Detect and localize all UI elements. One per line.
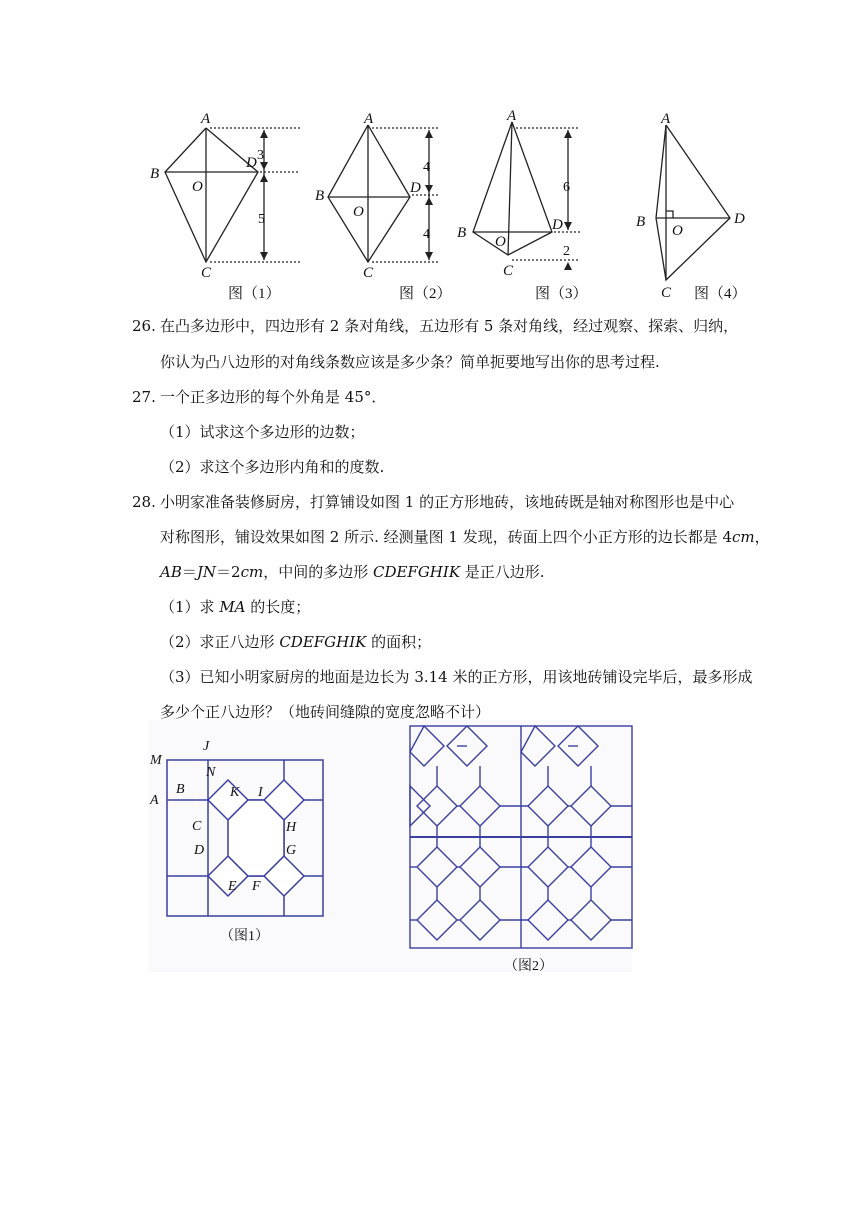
dimension-label: 2: [563, 244, 570, 259]
polygon-name: CDEFGHIK: [279, 633, 367, 651]
segment-label: AB: [160, 563, 182, 581]
sub-question: 多少个正八边形？（地砖间缝隙的宽度忽略不计）: [160, 703, 491, 721]
label: K: [230, 785, 240, 800]
sub-question: [160, 597, 310, 617]
text-segment: ＝: [181, 563, 197, 581]
label: C: [192, 819, 202, 834]
caption: 图（2）: [399, 286, 452, 302]
dimension-label: 6: [563, 180, 570, 195]
question-text: [160, 527, 770, 547]
text-segment: ＝2: [216, 563, 241, 581]
label: C: [503, 263, 514, 279]
label: B: [150, 166, 160, 182]
question-27: [132, 387, 386, 407]
segment-label: MA: [219, 598, 246, 616]
label: J: [203, 739, 210, 754]
question-text: 一个正多边形的每个外角是 45°．: [160, 388, 387, 406]
caption: （图2）: [504, 959, 553, 974]
caption: 图（3）: [535, 286, 588, 302]
label: D: [194, 843, 205, 858]
label: B: [636, 214, 646, 230]
question-text: 小明家准备装修厨房，打算铺设如图 1 的正方形地砖，该地砖既是轴对称图形也是中心: [160, 493, 735, 511]
label: H: [286, 820, 297, 835]
text-segment: 的长度；: [245, 598, 311, 616]
sub-question: （2）求这个多边形内角和的度数.: [160, 458, 385, 476]
label: C: [201, 265, 212, 281]
unit: cm: [240, 563, 264, 581]
text-segment: ，: [754, 528, 770, 546]
unit: cm: [732, 528, 755, 546]
label: N: [206, 765, 216, 780]
label: A: [507, 108, 517, 124]
label: B: [315, 188, 325, 204]
dimension-label: 3: [257, 148, 264, 163]
question-28: [132, 492, 734, 512]
label: D: [410, 180, 421, 196]
label: D: [734, 211, 745, 227]
caption: （图1）: [220, 929, 269, 944]
text-segment: 对称图形，铺设效果如图 2 所示. 经测量图 1 发现，砖面上四个小正方形的边长都是 4: [160, 528, 733, 546]
question-number: 27.: [132, 388, 156, 406]
label: I: [258, 785, 263, 800]
figures-top: [140, 105, 760, 305]
label: O: [353, 204, 364, 220]
label: O: [672, 223, 683, 239]
label: C: [363, 265, 374, 281]
text-segment: ，中间的多边形: [263, 563, 373, 581]
label: G: [286, 843, 297, 858]
label: M: [150, 753, 162, 768]
caption: 图（1）: [228, 286, 281, 302]
polygon-name: CDEFGHIK: [372, 563, 461, 581]
dimension-label: 4: [423, 160, 430, 175]
question-text: [160, 562, 545, 582]
label: A: [150, 793, 159, 808]
dimension-label: 4: [423, 227, 430, 242]
label: B: [457, 225, 467, 241]
label: D: [246, 155, 257, 171]
figure-4: [656, 125, 730, 280]
sub-question: （1）试求这个多边形的边数；: [160, 423, 365, 441]
label: E: [228, 879, 237, 894]
label: A: [661, 111, 671, 127]
question-26: [132, 316, 738, 336]
figures-tile: [140, 720, 640, 980]
label: C: [661, 285, 672, 301]
question-text: 你认为凸八边形的对角线条数应该是多少条？简单扼要地写出你的思考过程.: [160, 353, 660, 371]
label: A: [201, 111, 211, 127]
segment-label: JN: [196, 563, 217, 581]
label: F: [252, 879, 261, 894]
label: O: [495, 234, 506, 250]
text-segment: 的面积；: [366, 633, 432, 651]
text-segment: （1）求: [160, 598, 220, 616]
label: O: [192, 179, 203, 195]
text-segment: 是正八边形.: [460, 563, 545, 581]
caption: 图（4）: [694, 286, 747, 302]
question-number: 28.: [132, 493, 156, 511]
dimension-label: 5: [258, 212, 265, 227]
label: A: [364, 111, 374, 127]
question-number: 26.: [132, 317, 156, 335]
text-segment: （2）求正八边形: [160, 633, 280, 651]
figure-1: [165, 128, 300, 262]
sub-question: （3）已知小明家厨房的地面是边长为 3.14 米的正方形，用该地砖铺设完毕后，最多形成: [160, 668, 753, 686]
sub-question: [160, 632, 431, 652]
question-text: 在凸多边形中，四边形有 2 条对角线，五边形有 5 条对角线，经过观察、探索、归纳，: [160, 317, 739, 335]
label: D: [552, 217, 563, 233]
label: B: [176, 782, 185, 797]
